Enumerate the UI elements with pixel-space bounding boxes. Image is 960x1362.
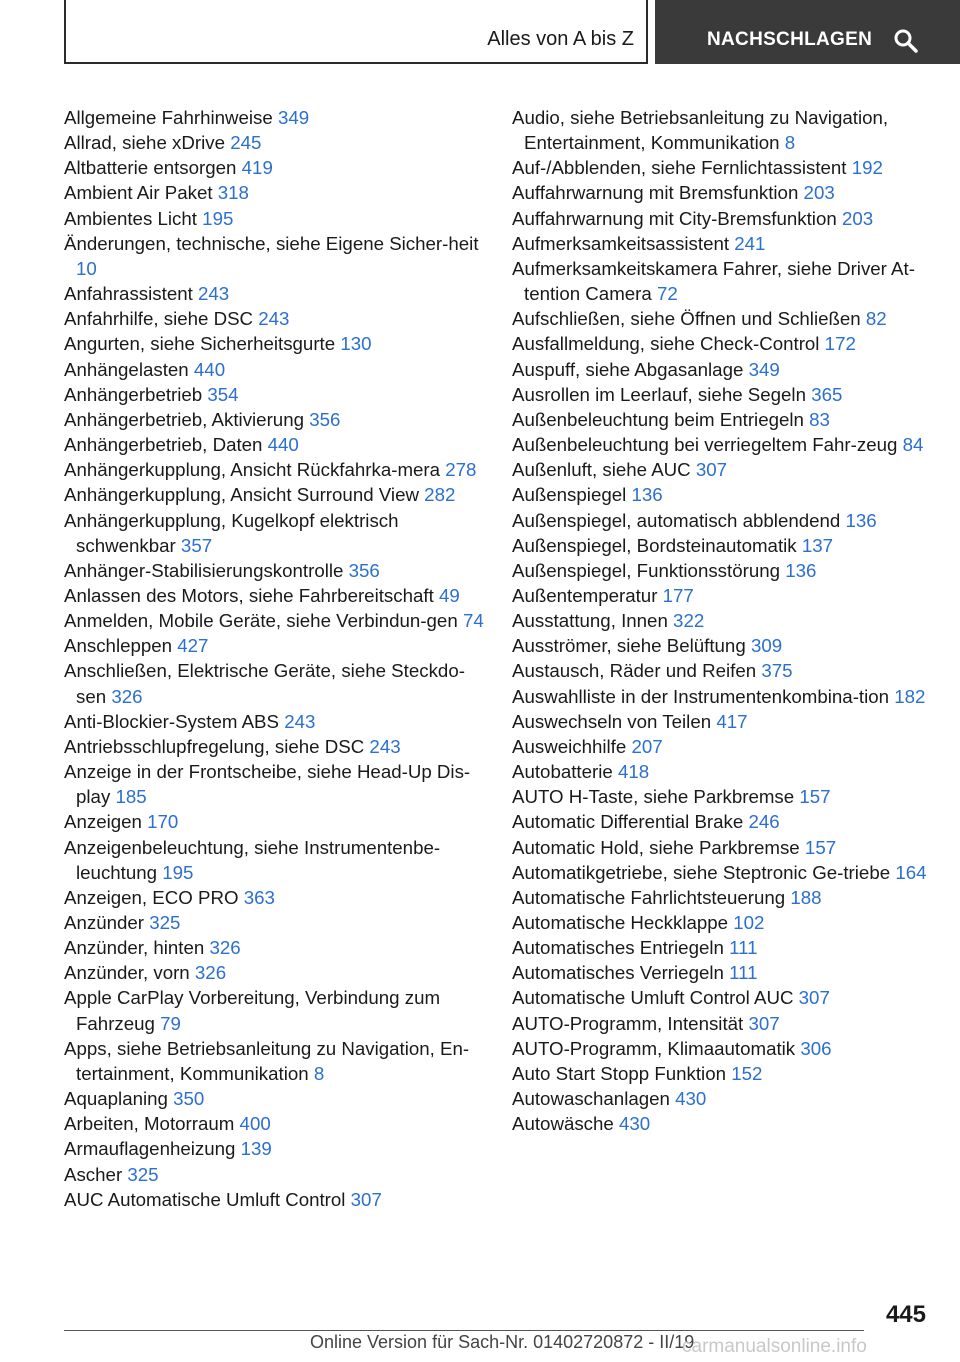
index-page-link[interactable]: 354 xyxy=(207,383,239,405)
index-entry-text: Aquaplaning xyxy=(64,1088,168,1110)
index-page-link[interactable]: 102 xyxy=(733,912,765,933)
index-entry-text: Aufmerksamkeitsassistent xyxy=(512,232,730,254)
index-page-link[interactable]: 326 xyxy=(111,685,143,707)
index-entry-text: Änderungen, technische, siehe Eigene Sicher-heit xyxy=(64,232,479,254)
index-entry xyxy=(64,357,484,382)
index-entry-text: Auffahrwarnung mit City-Bremsfunktion xyxy=(512,207,837,229)
index-page-link[interactable]: 325 xyxy=(127,1163,159,1185)
index-entry xyxy=(64,759,484,809)
index-entry-text: Ambientes Licht xyxy=(64,207,197,229)
index-entry xyxy=(512,583,932,608)
index-entry xyxy=(512,231,932,256)
index-entry xyxy=(64,734,484,759)
index-page-link[interactable]: 245 xyxy=(230,132,262,154)
index-page-link[interactable]: 440 xyxy=(193,358,226,380)
index-page-link[interactable]: 195 xyxy=(202,207,234,229)
index-entry-text: Anzünder, vorn xyxy=(64,962,190,984)
index-entry-text: Automatische Fahrlichtsteuerung xyxy=(512,886,786,908)
page-number: 445 xyxy=(885,1301,926,1328)
index-entry-text: Anhängerkupplung, Ansicht Surround View xyxy=(64,484,419,506)
index-page-link[interactable]: 307 xyxy=(350,1188,382,1210)
index-entry xyxy=(64,885,484,910)
index-entry-text: Anhänger-Stabilisierungskontrolle xyxy=(64,559,344,581)
index-entry-text: Anmelden, Mobile Geräte, siehe Verbindun-gen xyxy=(64,610,458,632)
index-page-link[interactable]: 322 xyxy=(673,610,705,632)
index-entry xyxy=(64,558,484,583)
index-entry-text: Automatikgetriebe, siehe Steptronic Ge-triebe xyxy=(512,861,891,883)
index-entry-text: Auswechseln von Teilen xyxy=(512,710,712,732)
index-entry xyxy=(512,331,932,356)
index-page-link[interactable]: 84 xyxy=(902,434,924,456)
index-page-link[interactable]: 111 xyxy=(729,962,758,984)
index-entry xyxy=(512,809,932,834)
index-entry xyxy=(64,910,484,935)
index-page-link[interactable]: 400 xyxy=(239,1113,271,1135)
index-entry-text: Auswahlliste in der Instrumentenkombina-tion xyxy=(512,685,890,707)
index-entry-text: AUTO H-Taste, siehe Parkbremse xyxy=(512,786,795,808)
index-entry xyxy=(512,860,932,885)
index-page-link[interactable]: 172 xyxy=(824,333,856,355)
tab-nachschlagen[interactable] xyxy=(655,0,960,64)
index-entry-text: Allgemeine Fahrhinweise xyxy=(64,107,273,128)
index-entry xyxy=(512,407,932,432)
index-entry xyxy=(64,407,484,432)
index-entry xyxy=(64,231,484,281)
index-entry-text: Auspuff, siehe Abgasanlage xyxy=(512,358,744,380)
index-entry-text: Anhängerkupplung, Kugelkopf elektrisch schwenkbar xyxy=(64,509,399,556)
index-page-link[interactable]: 307 xyxy=(748,1012,780,1034)
index-entry-text: Autowäsche xyxy=(512,1113,614,1135)
index-page-link[interactable]: 427 xyxy=(177,635,209,657)
index-entry xyxy=(64,709,484,734)
index-entry xyxy=(64,105,484,130)
index-entry-text: Anzünder xyxy=(64,912,144,933)
index-entry xyxy=(512,155,932,180)
index-entry xyxy=(512,734,932,759)
index-page-link[interactable]: 157 xyxy=(804,836,837,858)
index-entry xyxy=(512,759,932,784)
index-page-link[interactable]: 307 xyxy=(798,987,830,1009)
index-page-link[interactable]: 417 xyxy=(716,710,748,732)
index-entry-text: Ausrollen im Leerlauf, siehe Segeln xyxy=(512,383,806,405)
index-entry xyxy=(64,382,484,407)
index-entry xyxy=(64,1111,484,1136)
index-column-left xyxy=(64,105,484,1212)
index-entry xyxy=(512,533,932,558)
index-page-link[interactable]: 164 xyxy=(895,861,927,883)
index-entry xyxy=(512,608,932,633)
index-page-link[interactable]: 188 xyxy=(790,886,822,908)
index-entry-text: Anschleppen xyxy=(64,635,173,657)
index-entry xyxy=(512,482,932,507)
index-entry xyxy=(512,684,932,709)
index-entry xyxy=(64,281,484,306)
index-entry-text: Anhängerbetrieb, Daten xyxy=(64,434,263,456)
index-entry-text: Anti-Blockier-System ABS xyxy=(64,710,279,732)
index-entry-text: Audio, siehe Betriebsanleitung zu Navigation, Entertainment, Kommunikation xyxy=(512,107,889,154)
index-entry-text: Anzeigenbeleuchtung, siehe Instrumentenbe-leuchtung xyxy=(64,836,441,883)
index-entry-text: Armauflagenheizung xyxy=(64,1138,236,1160)
index-page-link[interactable]: 182 xyxy=(894,685,926,707)
index-page-link[interactable]: 72 xyxy=(656,283,678,305)
index-entry-text: Anhängerbetrieb xyxy=(64,383,203,405)
index-entry-text: Ausfallmeldung, siehe Check-Control xyxy=(512,333,820,355)
index-page-link[interactable]: 278 xyxy=(445,459,477,481)
index-page-link[interactable]: 74 xyxy=(462,610,484,632)
index-page-link[interactable]: 136 xyxy=(785,559,817,581)
index-entry-text: Automatic Hold, siehe Parkbremse xyxy=(512,836,800,858)
index-entry xyxy=(64,1036,484,1086)
index-entry xyxy=(512,1011,932,1036)
index-entry-text: Arbeiten, Motorraum xyxy=(64,1113,235,1135)
index-entry-text: Autobatterie xyxy=(512,761,613,783)
index-entry-text: AUC Automatische Umluft Control xyxy=(64,1188,346,1210)
index-entry-text: Anhängelasten xyxy=(64,358,189,380)
footer-divider xyxy=(64,1330,864,1331)
index-entry xyxy=(512,306,932,331)
index-page-link[interactable]: 207 xyxy=(631,735,663,757)
index-entry xyxy=(64,206,484,231)
index-page-link[interactable]: 157 xyxy=(799,786,831,808)
index-entry-text: Anhängerbetrieb, Aktivierung xyxy=(64,408,304,430)
index-entry-text: Anlassen des Motors, siehe Fahrbereitschaft xyxy=(64,584,434,606)
index-entry-text: Ausweichhilfe xyxy=(512,735,627,757)
index-entry xyxy=(64,130,484,155)
watermark: carmanualsonline.info xyxy=(682,1336,867,1357)
index-page-link[interactable]: 192 xyxy=(851,157,883,179)
index-page-link[interactable]: 326 xyxy=(209,937,241,959)
index-entry-text: Anzeigen, ECO PRO xyxy=(64,886,239,908)
index-entry-text: Auffahrwarnung mit Bremsfunktion xyxy=(512,182,799,204)
index-entry-text: Außenluft, siehe AUC xyxy=(512,459,691,481)
index-entry xyxy=(512,835,932,860)
index-page-link[interactable]: 418 xyxy=(617,761,650,783)
index-page-link[interactable]: 49 xyxy=(438,584,460,606)
index-entry xyxy=(512,985,932,1010)
index-entry-text: Außenspiegel, automatisch abblendend xyxy=(512,509,841,531)
index-entry-text: Automatische Heckklappe xyxy=(512,912,729,933)
index-page-link[interactable]: 375 xyxy=(761,660,793,682)
index-column-right xyxy=(512,105,932,1136)
index-entry xyxy=(64,180,484,205)
index-entry xyxy=(512,935,932,960)
index-page-link[interactable]: 357 xyxy=(180,534,213,556)
index-entry xyxy=(512,457,932,482)
tab-label: NACHSCHLAGEN xyxy=(707,29,873,50)
index-entry-text: Ausstattung, Innen xyxy=(512,610,668,632)
index-page-link[interactable]: 185 xyxy=(115,786,147,808)
index-page-link[interactable]: 350 xyxy=(173,1088,205,1110)
index-entry-text: Automatic Differential Brake xyxy=(512,811,744,833)
index-entry-text: AUTO-Programm, Intensität xyxy=(512,1012,744,1034)
index-entry xyxy=(512,885,932,910)
index-entry-text: Altbatterie entsorgen xyxy=(64,157,237,179)
index-entry-text: Apps, siehe Betriebsanleitung zu Navigation, En-tertainment, Kommunikation xyxy=(64,1037,470,1084)
index-page-link[interactable]: 419 xyxy=(241,157,273,179)
index-entry-text: Anfahrassistent xyxy=(64,283,193,305)
index-page-link[interactable]: 306 xyxy=(800,1037,832,1059)
index-page-link[interactable]: 83 xyxy=(809,408,830,430)
index-entry xyxy=(64,482,484,507)
index-entry xyxy=(512,508,932,533)
index-entry-text: Anhängerkupplung, Ansicht Rückfahrka-mera xyxy=(64,459,441,481)
index-entry-text: Aufmerksamkeitskamera Fahrer, siehe Driver At-tention Camera xyxy=(512,257,915,305)
index-entry xyxy=(512,256,932,306)
index-page-link[interactable]: 241 xyxy=(734,232,766,254)
index-entry xyxy=(512,206,932,231)
index-entry-text: Anzeige in der Frontscheibe, siehe Head-Up Dis-play xyxy=(64,761,471,808)
index-page-link[interactable]: 139 xyxy=(240,1138,272,1160)
index-entry-text: Ambient Air Paket xyxy=(64,182,213,204)
index-entry xyxy=(512,910,932,935)
index-page-link[interactable]: 246 xyxy=(748,811,780,833)
index-entry-text: Auf-/Abblenden, siehe Fernlichtassistent xyxy=(512,157,847,179)
index-page-link[interactable]: 349 xyxy=(278,107,310,128)
index-page-link[interactable]: 79 xyxy=(160,1012,181,1034)
index-entry xyxy=(512,784,932,809)
index-entry xyxy=(64,331,484,356)
index-entry-text: Außenspiegel, Funktionsstörung xyxy=(512,559,781,581)
index-entry xyxy=(64,1187,484,1212)
index-entry-text: Autowaschanlagen xyxy=(512,1088,670,1110)
index-entry-text: Anzeigen xyxy=(64,811,142,833)
index-page-link[interactable]: 440 xyxy=(267,434,299,456)
index-entry xyxy=(64,985,484,1035)
section-title: Alles von A bis Z xyxy=(487,28,634,50)
index-entry-text: Anschließen, Elektrische Geräte, siehe Steckdo-sen xyxy=(64,660,465,707)
index-page-link[interactable]: 325 xyxy=(149,912,181,933)
index-entry-text: Allrad, siehe xDrive xyxy=(64,132,225,154)
header-section-box xyxy=(64,0,648,64)
index-entry-text: Außenbeleuchtung bei verriegeltem Fahr-zeug xyxy=(512,434,898,456)
index-entry xyxy=(512,432,932,457)
index-entry xyxy=(512,633,932,658)
index-entry xyxy=(64,608,484,633)
index-page-link[interactable]: 203 xyxy=(841,207,874,229)
index-page-link[interactable]: 170 xyxy=(147,811,179,833)
index-page-link[interactable]: 318 xyxy=(217,182,249,204)
index-page-link[interactable]: 282 xyxy=(424,484,456,506)
index-entry-text: Anfahrhilfe, siehe DSC xyxy=(64,308,254,330)
index-entry xyxy=(512,558,932,583)
index-entry xyxy=(512,1036,932,1061)
index-page-link[interactable]: 10 xyxy=(76,257,97,279)
index-page-link[interactable]: 137 xyxy=(801,534,834,556)
index-entry xyxy=(512,180,932,205)
index-entry xyxy=(512,709,932,734)
index-entry xyxy=(512,1086,932,1111)
index-page-link[interactable]: 349 xyxy=(748,358,780,380)
index-page-link[interactable]: 8 xyxy=(784,132,796,154)
index-entry xyxy=(64,960,484,985)
index-page-link[interactable]: 307 xyxy=(695,459,728,481)
search-icon[interactable] xyxy=(893,28,919,54)
index-entry xyxy=(64,633,484,658)
index-entry-text: Außenspiegel, Bordsteinautomatik xyxy=(512,534,797,556)
index-entry-text: Automatische Umluft Control AUC xyxy=(512,987,794,1009)
index-page-link[interactable]: 365 xyxy=(811,383,843,405)
index-page-link[interactable]: 111 xyxy=(729,937,758,959)
index-entry-text: Austausch, Räder und Reifen xyxy=(512,660,757,682)
index-entry xyxy=(64,155,484,180)
index-page-link[interactable]: 356 xyxy=(348,559,380,581)
index-entry-text: AUTO-Programm, Klimaautomatik xyxy=(512,1037,796,1059)
index-entry-text: Antriebsschlupfregelung, siehe DSC xyxy=(64,735,365,757)
index-entry xyxy=(512,382,932,407)
index-entry xyxy=(64,809,484,834)
index-page-link[interactable]: 136 xyxy=(631,484,663,506)
index-entry-text: Anzünder, hinten xyxy=(64,937,205,959)
index-page-link[interactable]: 243 xyxy=(198,283,230,305)
index-page-link[interactable]: 326 xyxy=(194,962,227,984)
index-page-link[interactable]: 430 xyxy=(619,1113,651,1135)
index-entry xyxy=(64,432,484,457)
index-entry xyxy=(64,508,484,558)
index-entry xyxy=(512,105,932,155)
index-entry-text: Außentemperatur xyxy=(512,584,658,606)
index-page-link[interactable]: 195 xyxy=(162,861,194,883)
index-entry xyxy=(64,1162,484,1187)
index-page-link[interactable]: 177 xyxy=(662,584,694,606)
index-entry-text: Angurten, siehe Sicherheitsgurte xyxy=(64,333,336,355)
index-page-link[interactable]: 309 xyxy=(750,635,783,657)
index-entry xyxy=(512,357,932,382)
index-entry-text: Außenspiegel xyxy=(512,484,627,506)
index-entry-text: Apple CarPlay Vorbereitung, Verbindung zum Fahrzeug xyxy=(64,987,441,1034)
index-entry-text: Aufschließen, siehe Öffnen und Schließen xyxy=(512,308,861,330)
index-page-link[interactable]: 243 xyxy=(369,735,401,757)
index-entry xyxy=(64,583,484,608)
index-page-link[interactable]: 356 xyxy=(309,408,341,430)
index-entry xyxy=(64,935,484,960)
index-entry xyxy=(512,960,932,985)
index-entry xyxy=(64,658,484,708)
index-entry xyxy=(64,835,484,885)
index-entry-text: Automatisches Verriegeln xyxy=(512,962,724,984)
index-entry-text: Ausströmer, siehe Belüftung xyxy=(512,635,746,657)
index-entry xyxy=(64,457,484,482)
index-page-link[interactable]: 130 xyxy=(340,333,372,355)
index-entry xyxy=(64,1136,484,1161)
index-entry xyxy=(64,306,484,331)
index-entry-text: Auto Start Stopp Funktion xyxy=(512,1062,726,1084)
index-entry-text: Ascher xyxy=(64,1163,123,1185)
index-page-link[interactable]: 203 xyxy=(803,182,835,204)
index-entry xyxy=(64,1086,484,1111)
index-entry xyxy=(512,658,932,683)
index-entry xyxy=(512,1061,932,1086)
index-page-link[interactable]: 8 xyxy=(313,1062,325,1084)
index-page-link[interactable]: 152 xyxy=(731,1062,763,1084)
index-page-link[interactable]: 82 xyxy=(865,308,887,330)
index-entry-text: Außenbeleuchtung beim Entriegeln xyxy=(512,408,804,430)
index-entry-text: Automatisches Entriegeln xyxy=(512,937,724,959)
index-page-link[interactable]: 136 xyxy=(845,509,877,531)
online-version-note: Online Version für Sach-Nr. 01402720872 - II/19 xyxy=(310,1332,695,1352)
index-page-link[interactable]: 363 xyxy=(243,886,275,908)
index-page-link[interactable]: 243 xyxy=(258,308,290,330)
index-entry xyxy=(512,1111,932,1136)
index-page-link[interactable]: 430 xyxy=(675,1088,707,1110)
index-page-link[interactable]: 243 xyxy=(284,710,316,732)
